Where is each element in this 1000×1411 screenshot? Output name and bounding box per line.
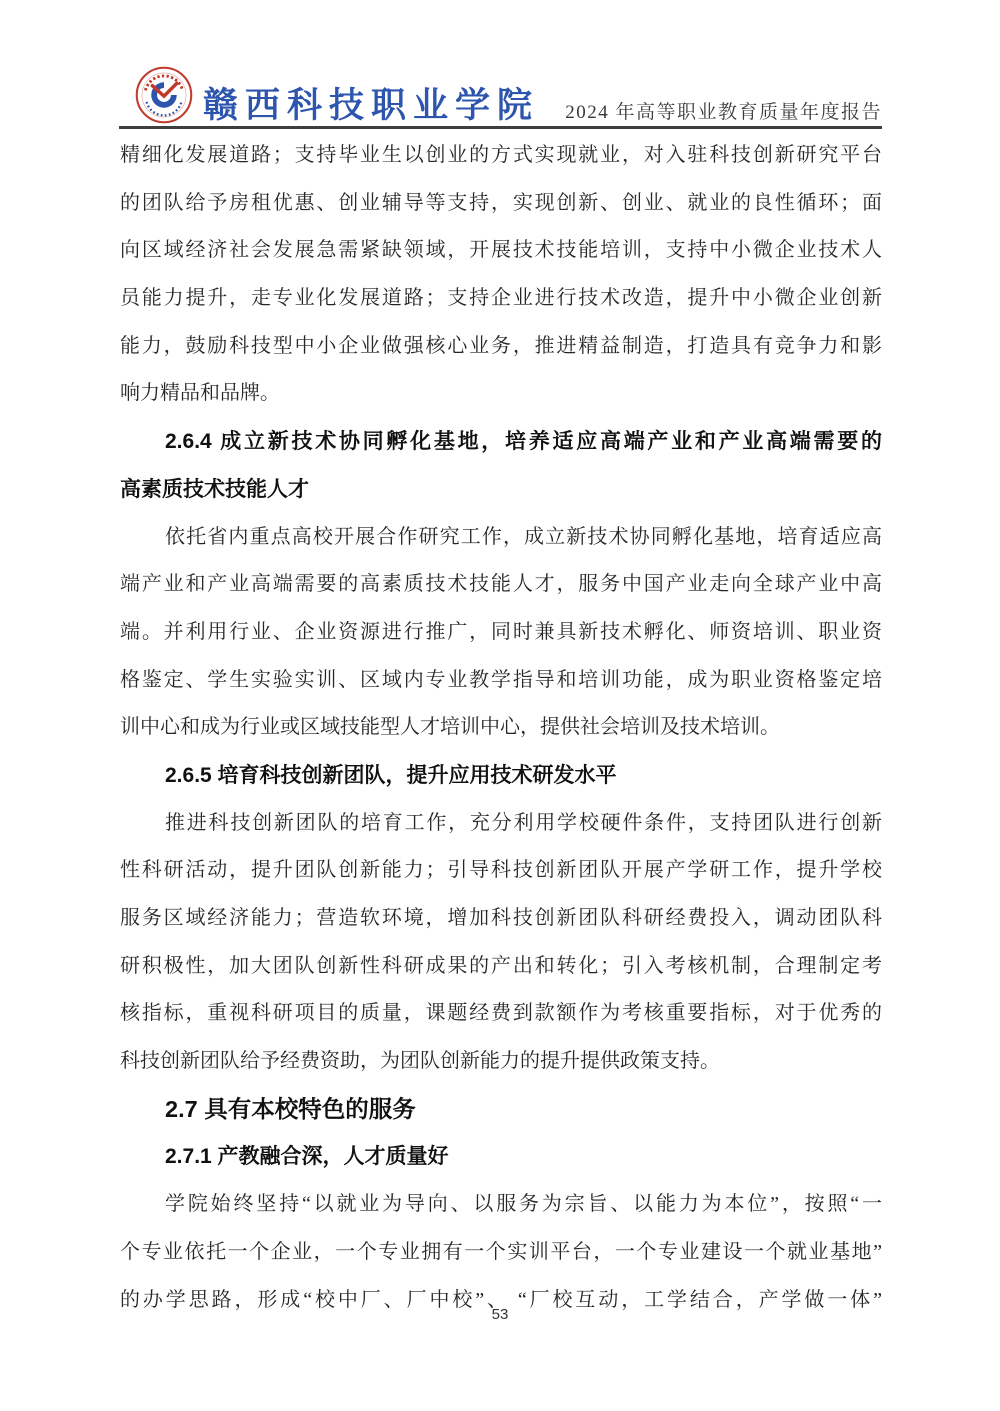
- heading-line: 2.7 具有本校特色的服务: [165, 1095, 416, 1122]
- heading-line: 高素质技术技能人才: [120, 477, 309, 501]
- text-line: 推进科技创新团队的培育工作，充分利用学校硬件条件，支持团队进行创新: [165, 811, 882, 834]
- text-line: 的团队给予房租优惠、创业辅导等支持，实现创新、创业、就业的良性循环；面: [120, 191, 882, 214]
- heading-line: 2.6.5 培育科技创新团队，提升应用技术研发水平: [165, 763, 617, 787]
- text-line: 训中心和成为行业或区域技能型人才培训中心，提供社会培训及技术培训。: [120, 716, 780, 739]
- college-emblem-logo: [135, 66, 193, 124]
- text-line: 员能力提升，走专业化发展道路；支持企业进行技术改造，提升中小微企业创新: [120, 287, 882, 310]
- paragraph: [120, 800, 882, 1086]
- text-line: 响力精品和品牌。: [120, 382, 280, 405]
- text-line: 服务区域经济能力；营造软环境，增加科技创新团队科研经费投入，调动团队科: [120, 907, 882, 929]
- section-heading-2-7-1: [120, 1133, 882, 1181]
- text-line: 格鉴定、学生实验实训、区域内专业教学指导和培训功能，成为职业资格鉴定培: [120, 668, 882, 691]
- header-divider-rule: [119, 126, 882, 129]
- heading-line: 2.6.4 成立新技术协同孵化基地，培养适应高端产业和产业高端需要的: [165, 430, 882, 454]
- text-line: 能力，鼓励科技型中小企业做强核心业务，推进精益制造，打造具有竞争力和影: [120, 334, 882, 357]
- page-number: 53: [491, 1306, 509, 1323]
- paragraph: [120, 1181, 882, 1324]
- section-heading-2-6-5: [120, 752, 882, 800]
- text-line: 的办学思路，形成“校中厂、厂中校”、 “厂校互动，工学结合，产学做一体”: [120, 1288, 882, 1311]
- section-heading-2-6-4: [120, 418, 882, 513]
- section-heading-2-7: [120, 1086, 882, 1134]
- text-line: 端产业和产业高端需要的高素质技术技能人才，服务中国产业走向全球产业中高: [120, 573, 882, 596]
- text-line: 核指标，重视科研项目的质量，课题经费到款额作为考核重要指标，对于优秀的: [120, 1002, 882, 1025]
- text-line: 精细化发展道路；支持毕业生以创业的方式实现就业，对入驻科技创新研究平台: [120, 144, 882, 166]
- paragraph: [120, 132, 882, 418]
- emblem-icon: [135, 66, 193, 124]
- text-line: 向区域经济社会发展急需紧缺领域，开展技术技能培训，支持中小微企业技术人: [120, 239, 882, 262]
- text-line: 个专业依托一个企业，一个专业拥有一个实训平台，一个专业建设一个就业基地”: [120, 1240, 882, 1263]
- text-line: 依托省内重点高校开展合作研究工作，成立新技术协同孵化基地，培育适应高: [165, 525, 882, 548]
- text-line: 学院始终坚持“以就业为导向、以服务为宗旨、以能力为本位”，按照“一: [165, 1193, 882, 1216]
- paragraph: [120, 514, 882, 752]
- college-name: 赣西科技职业学院: [203, 85, 540, 126]
- heading-line: 2.7.1 产教融合深，人才质量好: [165, 1145, 449, 1169]
- text-line: 科技创新团队给予经费资助，为团队创新能力的提升提供政策支持。: [120, 1050, 720, 1073]
- text-line: 性科研活动，提升团队创新能力；引导科技创新团队开展产学研工作，提升学校: [120, 859, 882, 882]
- text-line: 端。并利用行业、企业资源进行推广，同时兼具新技术孵化、师资培训、职业资: [120, 620, 882, 643]
- document-body: [120, 132, 882, 1324]
- report-title: 2024 年高等职业教育质量年度报告: [565, 102, 882, 123]
- text-line: 研积极性，加大团队创新性科研成果的产出和转化；引入考核机制，合理制定考: [120, 954, 882, 977]
